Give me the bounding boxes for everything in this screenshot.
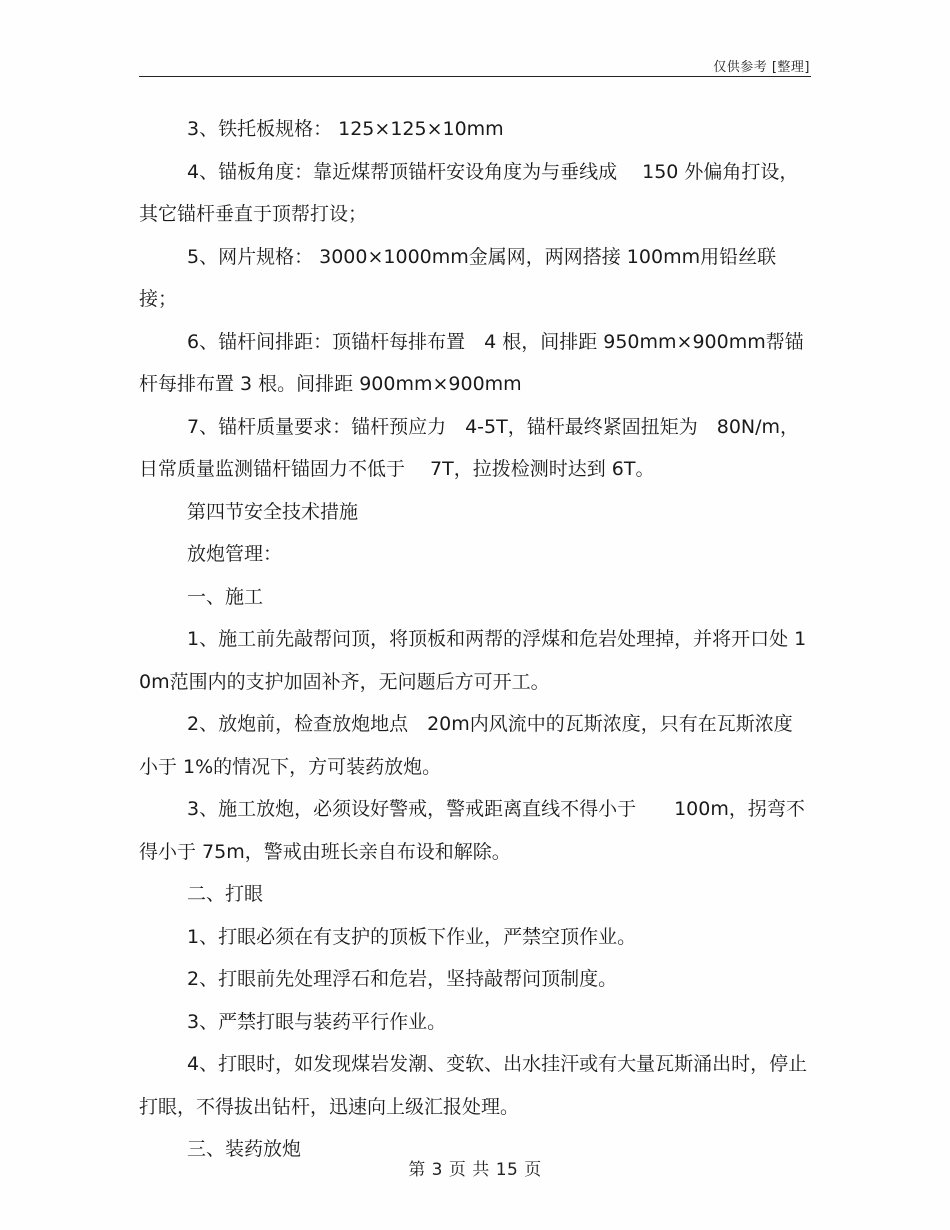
subheading-blasting-management: 放炮管理： [187,543,283,565]
paragraph-drilling-4: 4、打眼时，如发现煤岩发潮、变软、出水挂汗或有大量瓦斯涌出时，停止打眼，不得拔出钻杆，迅速向上级汇报处理。 [139,1053,808,1118]
paragraph-spec-tray-plate: 3、铁托板规格： 125×125×10mm [187,118,504,140]
paragraph-drilling-1: 1、打眼必须在有支护的顶板下作业，严禁空顶作业。 [187,925,637,948]
paragraph-construction-3: 3、施工放炮，必须设好警戒，警戒距离直线不得小于 100m，拐弯不得小于 75m，警戒由班长亲自布设和解除。 [139,798,805,863]
document-body [139,108,811,1171]
paragraph-construction-2: 2、放炮前，检查放炮地点 20m内风流中的瓦斯浓度，只有在瓦斯浓度小于 1%的情况下，方可装药放炮。 [139,713,793,778]
paragraph-construction-1: 1、施工前先敲帮问顶，将顶板和两帮的浮煤和危岩处理掉，并将开口处 10m范围内的支护加固补齐，无问题后方可开工。 [139,628,807,693]
paragraph-mesh-spec: 5、网片规格： 3000×1000mm金属网，两网搭接 100mm用铅丝联接； [139,245,777,310]
paragraph-anchor-angle: 4、锚板角度：靠近煤帮顶锚杆安设角度为与垂线成 150 外偏角打设，其它锚杆垂直于顶帮打设； [139,160,799,225]
heading-construction: 一、施工 [187,585,264,608]
paragraph-drilling-3: 3、严禁打眼与装药平行作业。 [187,1010,447,1033]
paragraph-anchor-quality: 7、锚杆质量要求：锚杆预应力 4-5T，锚杆最终紧固扭矩为 80N/m，日常质量监测锚杆锚固力不低于 7T，拉拨检测时达到 6T。 [139,415,800,480]
heading-drilling: 二、打眼 [187,883,264,905]
paragraph-drilling-2: 2、打眼前先处理浮石和危岩，坚持敲帮问顶制度。 [187,968,618,990]
header-divider [139,76,811,77]
page-number-footer: 第 3 页 共 15 页 [408,1160,542,1180]
paragraph-anchor-spacing: 6、锚杆间排距：顶锚杆每排布置 4 根，间排距 950mm×900mm帮锚杆每排布置 3 根。间排距 900mm×900mm [139,330,804,395]
section-heading-safety: 第四节安全技术措施 [187,500,359,523]
header-note: 仅供参考 [整理] [713,60,810,75]
heading-charging-blasting: 三、装药放炮 [187,1138,302,1160]
